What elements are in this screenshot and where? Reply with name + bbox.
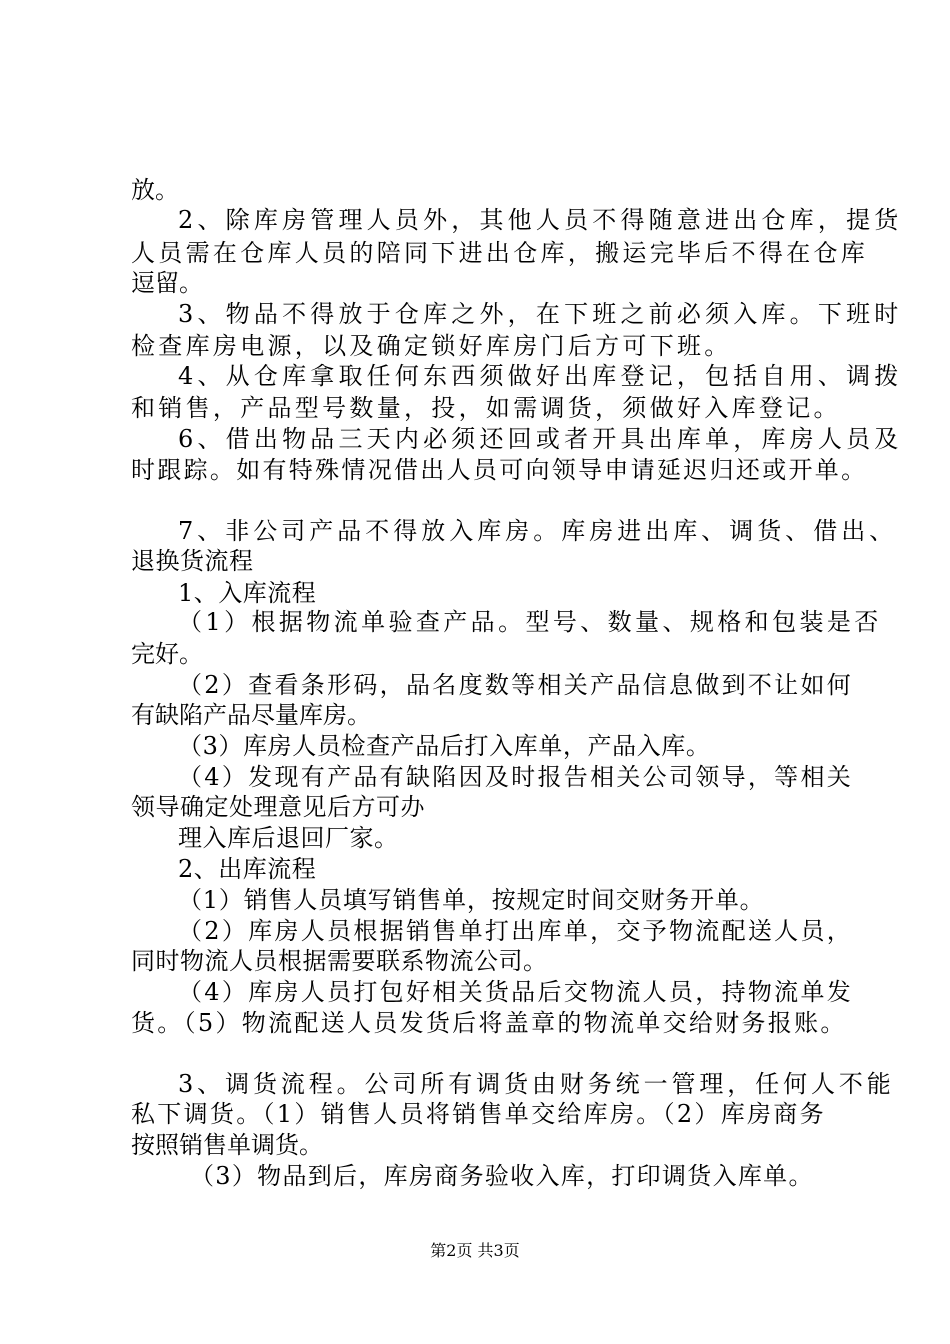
text-line: 时跟踪。如有特殊情况借出人员可向领导申请延迟归还或开单。 (131, 456, 868, 484)
page-footer: 第2页 共3页 (430, 1241, 520, 1260)
text-line: 逗留。 (131, 269, 203, 297)
text-line: （3）库房人员检查产品后打入库单，产品入库。 (178, 732, 711, 760)
text-line: 人员需在仓库人员的陪同下进出仓库，搬运完毕后不得在仓库 (131, 239, 869, 267)
text-line: 退换货流程 (131, 547, 254, 575)
text-line: 私下调货。（1）销售人员将销售单交给库房。（2）库房商务 (131, 1100, 826, 1128)
text-line: （4）库房人员打包好相关货品后交物流人员，持物流单发 (178, 978, 854, 1006)
text-line: 3、调货流程。公司所有调货由财务统一管理，任何人不能 (178, 1070, 895, 1098)
text-line: （1）根据物流单验查产品。型号、数量、规格和包装是否 (178, 608, 882, 636)
text-line: （3）物品到后，库房商务验收入库，打印调货入库单。 (190, 1162, 814, 1190)
text-line: 按照销售单调货。 (131, 1131, 323, 1159)
text-line: （4）发现有产品有缺陷因及时报告相关公司领导，等相关 (178, 763, 854, 791)
text-line: 检查库房电源，以及确定锁好库房门后方可下班。 (131, 332, 732, 360)
text-line: 1、入库流程 (178, 579, 317, 607)
text-line: （1）销售人员填写销售单，按规定时间交财务开单。 (178, 886, 765, 914)
text-line: 理入库后退回厂家。 (178, 824, 399, 852)
text-line: 同时物流人员根据需要联系物流公司。 (131, 947, 548, 975)
text-line: 4、从仓库拿取任何东西须做好出库登记，包括自用、调拨 (178, 362, 903, 390)
text-line: 放。 (131, 176, 179, 204)
text-line: 7、非公司产品不得放入库房。库房进出库、调货、借出、 (178, 517, 898, 545)
text-line: 2、除库房管理人员外，其他人员不得随意进出仓库，提货 (178, 206, 903, 234)
text-line: 和销售，产品型号数量，投，如需调货，须做好入库登记。 (131, 394, 841, 422)
text-line: 3、物品不得放于仓库之外，在下班之前必须入库。下班时 (178, 300, 903, 328)
text-line: （2）查看条形码，品名度数等相关产品信息做到不让如何 (178, 671, 854, 699)
text-line: （2）库房人员根据销售单打出库单，交予物流配送人员， (178, 917, 854, 945)
text-line: 有缺陷产品尽量库房。 (131, 701, 371, 729)
text-line: 货。（5）物流配送人员发货后将盖章的物流单交给财务报账。 (131, 1009, 847, 1037)
text-line: 完好。 (131, 640, 203, 668)
text-line: 6、借出物品三天内必须还回或者开具出库单，库房人员及 (178, 425, 903, 453)
text-line: 领导确定处理意见后方可办 (131, 793, 425, 821)
text-line: 2、出库流程 (178, 855, 317, 883)
